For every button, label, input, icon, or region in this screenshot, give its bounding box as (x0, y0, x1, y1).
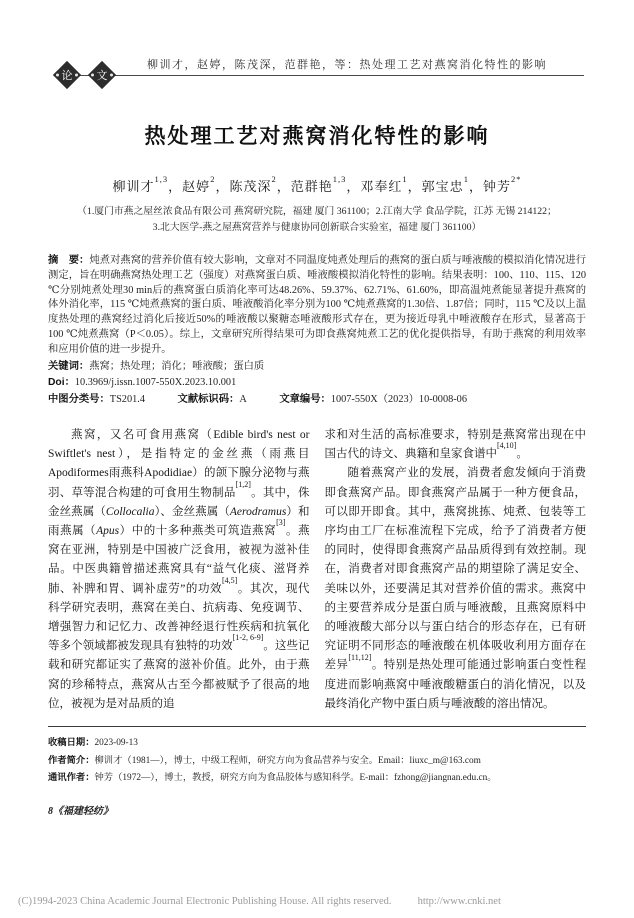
right-column (325, 426, 587, 714)
running-head-text: 柳训才，赵婷，陈茂深，范群艳，等：热处理工艺对燕窝消化特性的影响 (147, 59, 547, 71)
article-title: 热处理工艺对燕窝消化特性的影响 (144, 125, 490, 148)
doi (48, 376, 586, 391)
copyright-bar (18, 896, 501, 907)
received-date-line: 收稿日期：2023-09-13 (48, 737, 138, 749)
header-rule (58, 75, 584, 76)
left-column (48, 426, 310, 714)
footnote-block (48, 726, 586, 787)
page-number-journal: 8《福建轻纺》 (48, 805, 113, 817)
badge-char: 论 (61, 70, 73, 82)
classification-line (48, 393, 586, 408)
author-bio-line: 作者简介：柳训才（1981—），博士，中级工程师，研究方向为食品营养与安全。Email：liuxc_m@163.com (48, 754, 481, 766)
body-paragraph: 燕窝，又名可食用燕窝（Edible bird's nest or Swiftlet's nest），是指特定的金丝燕（雨燕目Apodiformes雨燕科Apodidiae）的颌下腺分泌物与燕羽、草等混合构建的可食用生物制品[1,2]。其中，侏金丝燕属（Collocalia）、金丝燕属（Aerodramus）和雨燕属（Apus）中的十多种燕类可筑造燕窝[3]。燕窝在亚洲，特别是中国被广泛食用，被视为滋补佳品。中医典籍曾描述燕窝具有“益气化痰、滋肾养肺、补脾和胃、调补虚劳”的功效[4,5]。其次，现代科学研究表明，燕窝在美白、抗病毒、免疫调节、增强智力和记忆力、改善神经退行性疾病和抗氧化等多个领域都被发现具有独特的功效[1-2, 6-9]。这些记载和研究都证实了燕窝的滋补价值。此外，由于燕窝的珍稀特点，燕窝从古至今都被赋予了很高的地位，被视为是对品质的追 (48, 428, 310, 710)
body-paragraph: 随着燕窝产业的发展，消费者愈发倾向于消费即食燕窝产品。即食燕窝产品属于一种方便食品，可以即开即食。其中，燕窝挑拣、炖煮、包装等工序均由工厂在标准流程下完成，给予了消费者方便的同时，使得即食燕窝产品品质得到有效控制。现在，消费者对即食燕窝产品的期望除了满足安全、美味以外，还要满足其对营养价值的需求。燕窝中的主要营养成分是蛋白质与唾液酸，且燕窝原料中的唾液酸大部分以与蛋白结合的形态存在，已有研究证明不同形态的唾液酸在机体吸收利用方面存在差异[11,12]。特别是热处理可能通过影响蛋白变性程度进而影响燕窝中唾液酸糖蛋白的消化情况，以及最终消化产物中蛋白质与唾液酸的溶出情况。 (324, 467, 587, 710)
keywords-label: 关键词： (48, 360, 90, 372)
paper-type-badge-lun (54, 62, 80, 88)
paper-type-badges (54, 62, 115, 88)
clc-number: 中图分类号：TS201.4 (48, 394, 145, 406)
document-code: 文献标识码：A (177, 394, 247, 406)
doi-label: Doi： (48, 377, 75, 389)
copyright-url: http://www.cnki.net (417, 896, 501, 907)
abstract (48, 254, 586, 358)
keywords (48, 360, 586, 375)
affiliation-line: （1.厦门市燕之屋丝浓食品有限公司 燕窝研究院，福建 厦门 361100；2.江南大学 食品学院，江苏 无锡 214122； (77, 206, 557, 217)
abstract-text: 炖煮对燕窝的营养价值有较大影响，文章对不同温度炖煮处理后的燕窝的蛋白质与唾液酸的模拟消化情况进行测定，旨在明确燕窝热处理工艺（强度）对燕窝蛋白质、唾液酸模拟消化特性的影响。结果表明：100、110、115、120 ℃分别炖煮处理30 min后的燕窝蛋白质消化率可达48.26%、59.37%、62.71%、61.60%，即高温炖煮能显著提升燕窝的体外消化率，115 ℃炖煮燕窝的蛋白质、唾液酸消化率分别为100 ℃炖煮燕窝的1.30倍、1.87倍；同时，115 ℃及以上温度热处理的燕窝经过消化后接近50%的唾液酸以聚糖态唾液酸形式存在，更为接近母乳中唾液酸存在形式，显著高于100 ℃炖煮燕窝（P＜0.05）。综上，文章研究所得结果可为即食燕窝炖煮工艺的优化提供指导，有助于燕窝的利用效率和应用价值的进一步提升。 (48, 255, 586, 355)
article-id: 文章编号：1007-550X（2023）10-0008-06 (279, 394, 467, 406)
doi-text: 10.3969/j.issn.1007-550X.2023.10.001 (74, 377, 237, 389)
abstract-block (48, 254, 586, 408)
author-list: 柳训才$^{1,3}$，赵婷$^2$，陈茂深$^2$，范群艳$^{1,3}$，邓奉红$^1$，郭宝忠$^1$，钟芳$^{2*}$ (112, 173, 522, 194)
affiliation-line: 3.北大医学-燕之屋燕窝营养与健康协同创新联合实验室，福建 厦门 361100） (152, 222, 482, 233)
paper-type-badge-wen (89, 62, 115, 88)
abstract-label: 摘 要： (48, 255, 90, 266)
affiliations (30, 204, 604, 236)
journal-page (0, 52, 634, 918)
corresponding-author-line: 通讯作者：钟芳（1972—），博士，教授，研究方向为食品胶体与感知科学。E-mail：fzhong@jiangnan.edu.cn。 (48, 772, 497, 784)
copyright-text: (C)1994-2023 China Academic Journal Electronic Publishing House. All rights reserved. (18, 896, 392, 907)
body-paragraph-continuation: 求和对生活的高标准要求，特别是燕窝常出现在中国古代的诗文、典籍和皇家食谱中[4,10]。 (324, 428, 586, 461)
running-header (48, 52, 586, 86)
body-columns (48, 426, 586, 714)
keywords-text: 燕窝；热处理；消化；唾液酸；蛋白质 (89, 360, 265, 372)
badge-char: 文 (96, 70, 108, 82)
